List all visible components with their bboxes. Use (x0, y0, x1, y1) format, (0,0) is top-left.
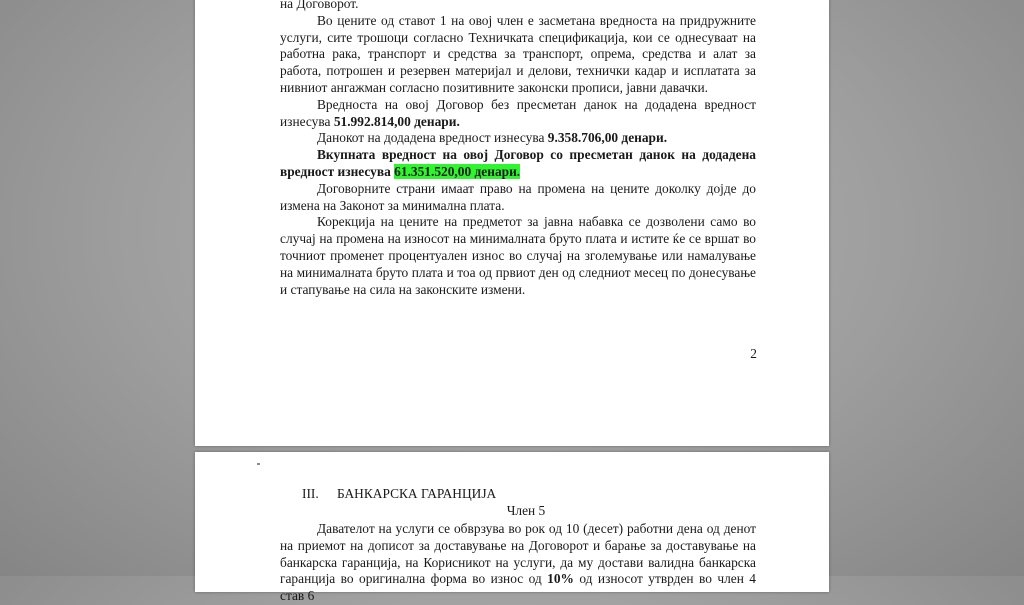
scan-mark (257, 463, 260, 465)
tax-amount: 9.358.706,00 денари. (547, 130, 668, 146)
guarantee-percent: 10% (547, 571, 574, 587)
paragraph-value (280, 97, 756, 131)
page-text-block (280, 485, 756, 605)
paragraph-total (280, 147, 756, 181)
document-page-2 (195, 0, 829, 446)
total-text: Вкупната вредност на овој Договор со пресметан данок на додадена вредност изнесува (280, 147, 756, 179)
paragraph-guarantee (280, 521, 756, 605)
section-title: БАНКАРСКА ГАРАНЦИЈА (337, 486, 497, 501)
total-amount-highlighted: 61.351.520,00 денари. (394, 163, 521, 179)
document-page-3 (195, 452, 829, 604)
page-number: 2 (750, 346, 757, 361)
paragraph-prices: Во цените од ставот 1 на овој член е засметана вредноста на придружните услуги, сите трошоци согласно Техничката спецификација, кои се однесуваат на работна рака, транспорт и средства за транспорт, опрема, средства и алат за работа, потрошен и резервен материјал и делови, технички кадар и исплатата за нивниот ангажман согласно позитивните законски прописи, јавни давачки. (280, 12, 756, 95)
tax-text: Данокот на додадена вредност изнесува (317, 130, 545, 146)
value-text: Вредноста на овој Договор без пресметан данок на додадена вредност изнесува (280, 96, 756, 129)
page-text-block (280, 0, 756, 298)
paragraph-correction: Корекција на цените на предметот за јавна набавка се дозволени само во случај на промена на износот на минималната бруто плата и истите ќе се вршат во точниот променет процентуален износ во случај на зголемување или намалување на минималната бруто плата и тоа од првиот ден од следниот месец по донесување и стапување на сила на законските измени. (280, 214, 756, 297)
section-heading (302, 485, 756, 502)
paragraph-continuation: на Договорот. (280, 0, 359, 11)
paragraph-tax (280, 130, 756, 147)
article-title: Член 5 (506, 503, 546, 518)
value-amount: 51.992.814,00 денари. (333, 113, 460, 129)
paragraph-parties: Договорните страни имаат право на промена на цените доколку дојде до измена на Законот за минимална плата. (280, 180, 756, 213)
section-number: III. (302, 486, 319, 501)
guarantee-text: Давателот на услуги се обврзува во рок од 10 (десет) работни дена од денот на приемот на дописот за доставување на Договорот и барање за доставување на банкарска гаранција, на Корисникот на услуги, да му достави валидна банкарска гаранција во оригинална форма во износ од (280, 521, 756, 587)
guarantee-tail: од износот утврден во член 4 став 6 (280, 571, 756, 604)
